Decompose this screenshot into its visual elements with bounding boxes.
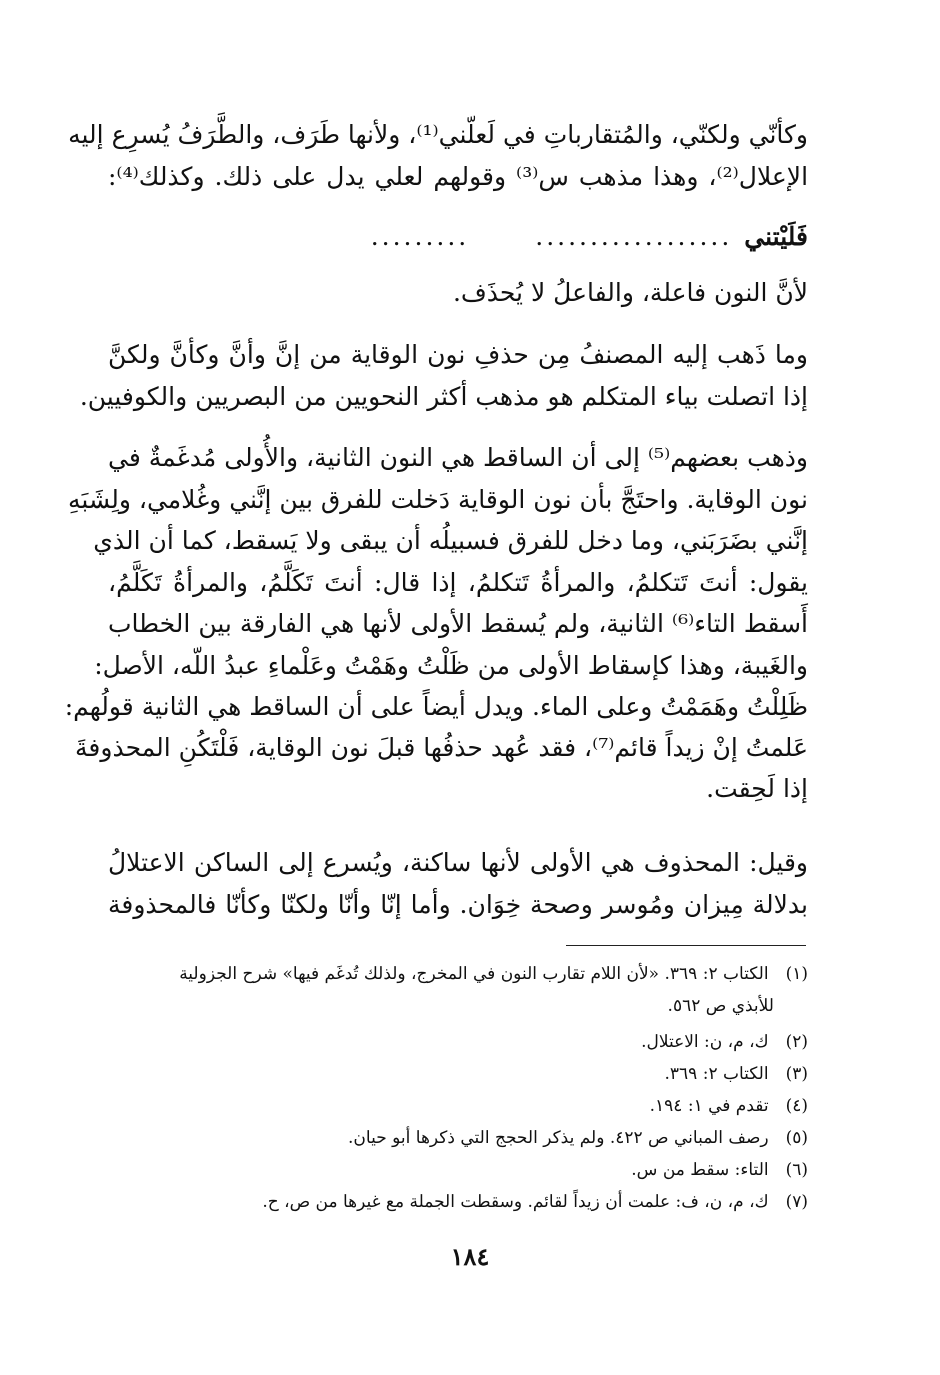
body-line: ظَلِلْتُ وهَمَمْتُ وعلى الماء. ويدل أيضاً على أن الساقط هي الثانية قولُهم: [64,692,808,721]
body-line: عَلمتُ إنْ زيداً قائم⁽⁷⁾، فقد عُهد حذفُها قبلَ نون الوقاية، فَلْتَكُنِ المحذوفةَ [75,733,808,762]
footnote-separator [566,945,806,946]
body-line: لأنَّ النون فاعلة، والفاعلُ لا يُحذَف. [452,278,808,307]
footnote-text: التاء: سقط من س. [631,1160,769,1180]
verse-ellipsis: .................. [535,221,733,251]
body-line: والغَيبة، وهذا كإسقاط الأولى من ظَلْتُ وهَمْتُ وعَلْماءِ عبدُ اللّه، الأصل: [94,651,808,680]
body-line: وقيل: المحذوف هي الأولى لأنها ساكنة، ويُسرع إلى الساكن الاعتلالُ [108,848,808,877]
footnote [108,1190,808,1214]
body-line: إنَّني بضَرَبَني، وما دخل للفرق فسبيلُه أن يبقى ولا يَسقط، كما أن الذي [93,526,808,555]
body-line: وما ذَهب إليه المصنفُ مِن حذفِ نون الوقاية من إنَّ وأنَّ وكأنَّ ولكنَّ [108,340,808,369]
footnote-number: (٤) [785,1096,808,1116]
footnote-number: (٦) [785,1160,808,1180]
verse-word: فَلَيْتني [744,221,808,251]
body-line: أَسقط التاء⁽⁶⁾ الثانية، ولم يُسقط الأولى لأنها هي الفارقة بين الخطاب [108,609,808,638]
footnote-text: تقدم في ١: ١٩٤. [649,1096,769,1116]
footnote-number: (٥) [785,1128,808,1148]
body-line: وذهب بعضهم⁽⁵⁾ إلى أن الساقط هي النون الثانية، والأُولى مُدغَمةٌ في [108,443,809,472]
footnote-text: الكتاب ٢: ٣٦٩. [664,1064,769,1084]
body-line: نون الوقاية. واحتَجَّ بأن نون الوقاية دَخلت للفرق بين إنَّني وغُلامي، ولِشَبَهِ [68,485,808,514]
poetry-verse [108,218,808,254]
footnote-continuation: للأبذي ص ٥٦٢. [667,996,774,1016]
verse-ellipsis: ......... [370,221,470,251]
footnote-number: (٣) [785,1064,808,1084]
footnote-text: الكتاب ٢: ٣٦٩. «لأن اللام تقارب النون في المخرج، ولذلك تُدغَم فيها» شرح الجزولية [179,964,769,984]
body-line: الإعلال⁽²⁾، وهذا مذهب س⁽³⁾ وقولهم لعلي يدل على ذلك. وكذلك⁽⁴⁾: [108,162,809,191]
footnote [108,1094,808,1118]
footnote-number: (٧) [785,1192,808,1212]
footnote [108,1158,808,1182]
footnote-text: ك، م، ن، ف: علمت أن زيداً لقائم. وسقطت الجملة مع غيرها من ص، ح. [262,1192,769,1212]
footnote-number: (١) [785,964,808,984]
footnote-number: (٢) [785,1032,808,1052]
page-number: ١٨٤ [450,1242,490,1271]
body-line: إذا لَحِقت. [706,774,808,803]
footnote [108,1030,808,1054]
footnote [108,1062,808,1086]
footnote [108,962,808,986]
footnote [108,1126,808,1150]
body-line: وكأنّي ولكنّي، والمُتقارباتِ في لَعلّني⁽¹⁾، ولأنها طَرَف، والطَّرَفُ يُسرِع إليه [68,120,808,149]
footnote-text: ك، م، ن: الاعتلال. [641,1032,769,1052]
body-line: يقول: أنتَ تَتكلمُ، والمرأةُ تَتكلمُ، إذا قال: أنتَ تَكَلَّمُ، والمرأةُ تَكَلَّمُ، [108,568,808,597]
body-line: إذا اتصلت بياء المتكلم هو مذهب أكثر النحويين من البصريين والكوفيين. [79,382,808,411]
body-line: بدلالة مِيزان ومُوسر وصحة خِوَان. وأما إنّا وأنّا ولكنّا وكأنّا فالمحذوفة [108,890,808,919]
footnote-text: رصف المباني ص ٤٢٢. ولم يذكر الحجج التي ذكرها أبو حيان. [348,1128,769,1148]
